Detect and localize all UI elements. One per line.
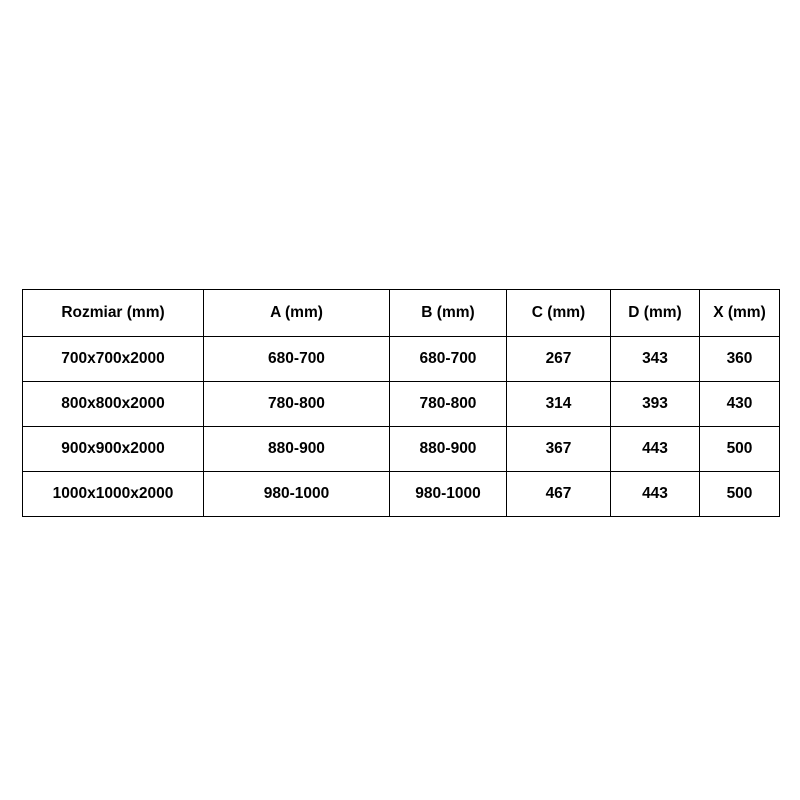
dimensions-table-container [22, 289, 779, 517]
cell-a: 780-800 [204, 382, 390, 427]
cell-d: 443 [611, 427, 700, 472]
cell-x: 500 [700, 427, 780, 472]
table-row [23, 472, 780, 517]
cell-b: 780-800 [390, 382, 507, 427]
cell-d: 443 [611, 472, 700, 517]
cell-size: 1000x1000x2000 [23, 472, 204, 517]
cell-size: 700x700x2000 [23, 337, 204, 382]
table-row [23, 337, 780, 382]
cell-b: 880-900 [390, 427, 507, 472]
cell-a: 680-700 [204, 337, 390, 382]
cell-d: 393 [611, 382, 700, 427]
column-header-d: D (mm) [611, 290, 700, 337]
table-header-row [23, 290, 780, 337]
cell-size: 800x800x2000 [23, 382, 204, 427]
cell-x: 430 [700, 382, 780, 427]
cell-c: 314 [507, 382, 611, 427]
column-header-x: X (mm) [700, 290, 780, 337]
column-header-c: C (mm) [507, 290, 611, 337]
table-row [23, 427, 780, 472]
column-header-rozmiar: Rozmiar (mm) [23, 290, 204, 337]
column-header-a: A (mm) [204, 290, 390, 337]
cell-size: 900x900x2000 [23, 427, 204, 472]
table-row [23, 382, 780, 427]
cell-x: 360 [700, 337, 780, 382]
cell-d: 343 [611, 337, 700, 382]
cell-b: 980-1000 [390, 472, 507, 517]
cell-c: 367 [507, 427, 611, 472]
cell-a: 880-900 [204, 427, 390, 472]
cell-b: 680-700 [390, 337, 507, 382]
cell-a: 980-1000 [204, 472, 390, 517]
table-body [23, 337, 780, 517]
dimensions-table [22, 289, 780, 517]
cell-c: 467 [507, 472, 611, 517]
cell-x: 500 [700, 472, 780, 517]
column-header-b: B (mm) [390, 290, 507, 337]
table-header [23, 290, 780, 337]
cell-c: 267 [507, 337, 611, 382]
